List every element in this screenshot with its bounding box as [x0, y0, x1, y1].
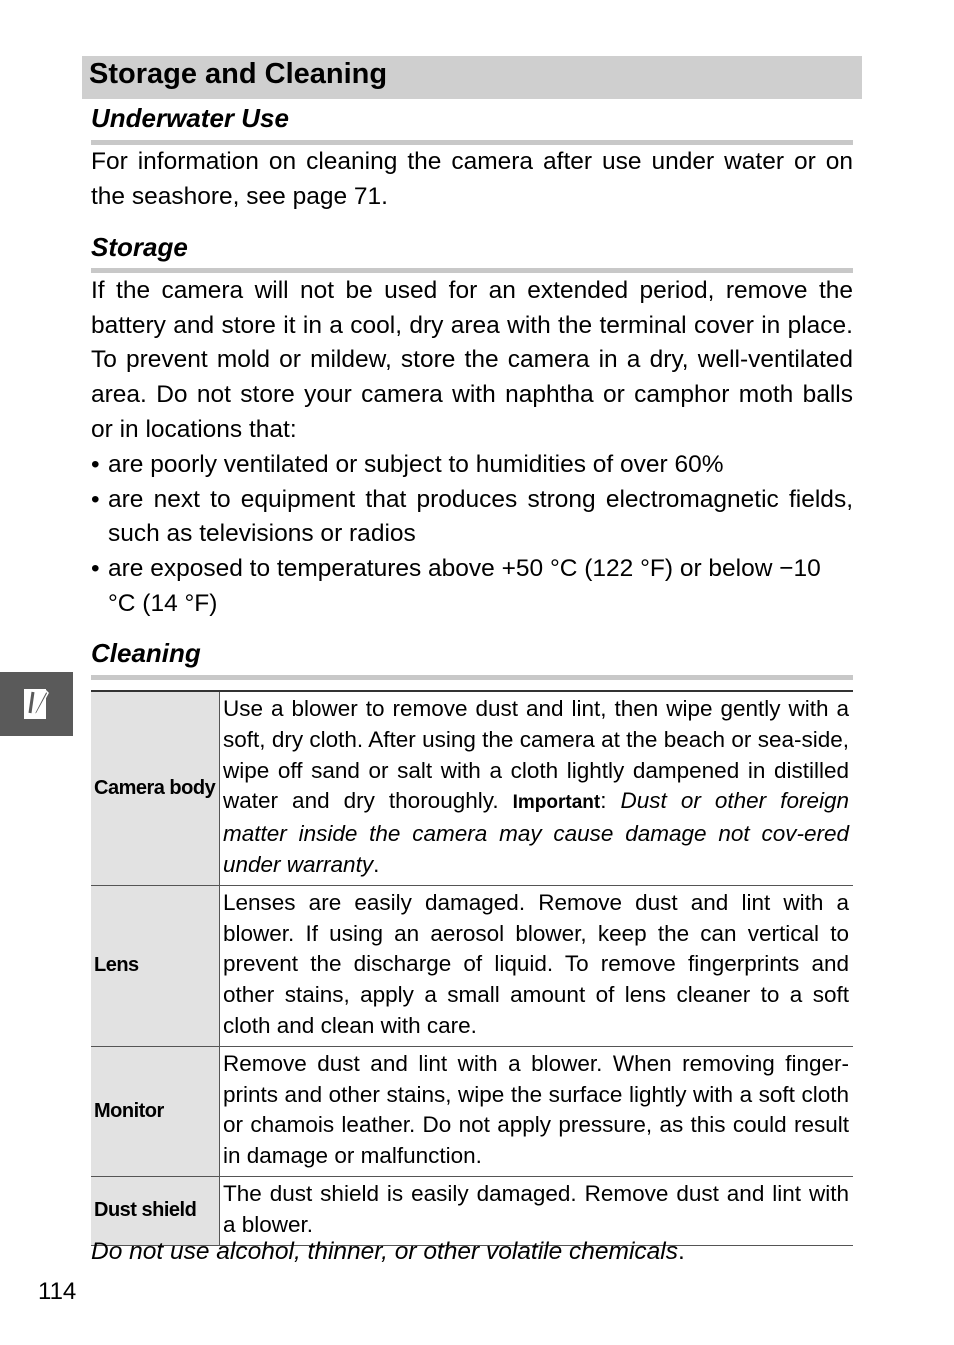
list-item: • are next to equipment that produces strong electromagnetic fields, such as televisions or radios	[91, 485, 853, 548]
underwater-heading: Underwater Use	[91, 103, 289, 133]
important-end: .	[373, 851, 380, 877]
bullet-text: are poorly ventilated or subject to humidities of over 60%	[108, 451, 724, 478]
side-tab	[0, 672, 73, 736]
table-row	[91, 1176, 853, 1245]
table-row	[91, 1046, 853, 1176]
list-item: • are exposed to temperatures above +50 °C (122 °F) or below −10 °C (14 °F)	[91, 555, 821, 617]
note-pencil-icon	[22, 687, 52, 721]
important-sep: :	[600, 788, 607, 814]
row-label: Lens	[91, 885, 220, 1046]
important-text: Dust or other foreign matter inside the camera may cause damage not cov-ered under warranty	[223, 788, 849, 877]
cleaning-rule	[91, 675, 853, 680]
table-row	[91, 885, 853, 1046]
note-text: Do not use alcohol, thinner, or other volatile chemicals	[91, 1238, 678, 1265]
table-row	[91, 691, 853, 885]
row-label: Monitor	[91, 1046, 220, 1176]
storage-rule	[91, 268, 853, 273]
list-item: • are poorly ventilated or subject to humidities of over 60%	[91, 451, 724, 478]
storage-heading: Storage	[91, 232, 188, 262]
row-description	[220, 691, 854, 885]
important-label: Important	[512, 792, 601, 814]
cleaning-heading: Cleaning	[91, 638, 201, 668]
row-description: Remove dust and lint with a blower. When removing finger-prints and other stains, wipe the surface lightly with a soft cloth or chamois leather. Do not apply pressure, as this could result in damage or malfunction.	[220, 1046, 854, 1176]
storage-text: If the camera will not be used for an extended period, remove the battery and store it in a cool, dry area with the terminal cover in place. To prevent mold or mildew, store the camera in a dry, well-ventilated area. Do not store your camera with naphtha or camphor moth balls or in locations that:	[91, 277, 853, 443]
row-description: Lenses are easily damaged. Remove dust and lint with a blower. If using an aerosol blower, keep the can vertical to prevent the discharge of liquid. To remove fingerprints and other stains, apply a small amount of lens cleaner to a soft cloth and clean with care.	[220, 885, 854, 1046]
row-description: The dust shield is easily damaged. Remove dust and lint with a blower.	[220, 1176, 854, 1245]
note-end: .	[677, 1238, 685, 1265]
row-label: Camera body	[91, 691, 220, 885]
storage-bullet-list	[91, 448, 853, 622]
cleaning-table	[91, 690, 853, 1246]
bullet-text: are next to equipment that produces strong electromagnetic fields, such as televisions or radios	[108, 485, 853, 548]
section-title-bar	[82, 56, 862, 99]
bullet-text: are exposed to temperatures above +50 °C (122 °F) or below −10 °C (14 °F)	[108, 555, 821, 617]
page-number: 114	[38, 1278, 77, 1305]
cleaning-note	[91, 1238, 685, 1266]
row-label: Dust shield	[91, 1176, 220, 1245]
page-title: Storage and Cleaning	[89, 58, 388, 90]
row-text: Use a blower to remove dust and lint, then wipe gently with a soft, dry cloth. After using the camera at the beach or sea-side, wipe off sand or salt with a cloth lightly dampened in distilled water and dry thoroughly.	[223, 696, 849, 814]
underwater-text: For information on cleaning the camera after use under water or on the seashore, see page 71.	[91, 148, 853, 210]
